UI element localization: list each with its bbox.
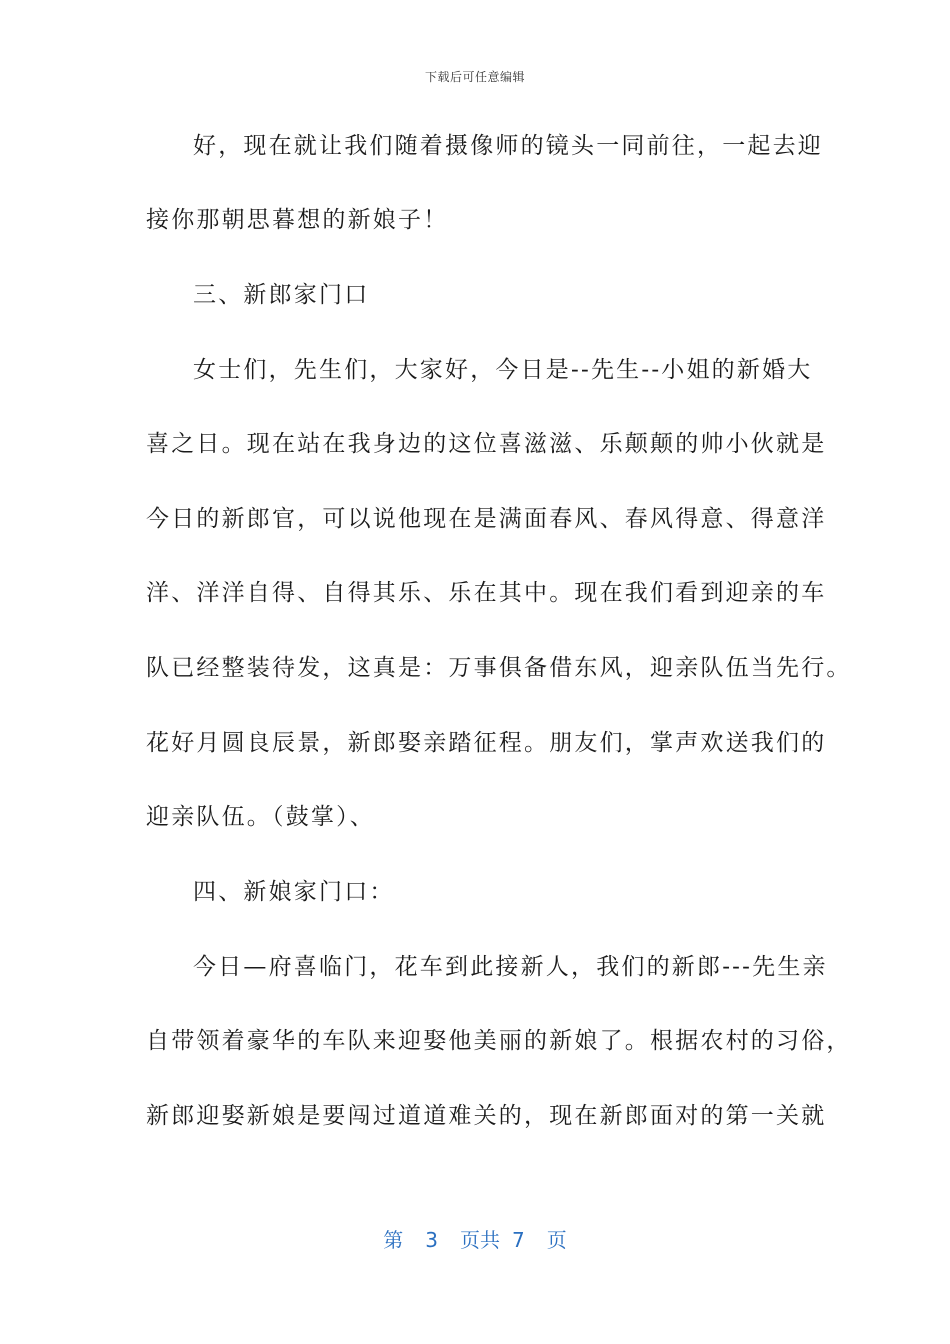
paragraph-line: 自带领着豪华的车队来迎娶他美丽的新娘了。根据农村的习俗， bbox=[146, 1028, 852, 1054]
paragraph-line: 迎亲队伍。（鼓掌）、 bbox=[146, 804, 375, 830]
paragraph-line: 新郎迎娶新娘是要闯过道道难关的，现在新郎面对的第一关就 bbox=[146, 1103, 827, 1129]
section-heading: 三、新郎家门口 bbox=[193, 282, 370, 308]
paragraph-line: 洋、洋洋自得、自得其乐、乐在其中。现在我们看到迎亲的车 bbox=[146, 580, 827, 606]
paragraph-line: 今日的新郎官，可以说他现在是满面春风、春风得意、得意洋 bbox=[146, 506, 827, 532]
page-label-prefix: 第 bbox=[383, 1228, 404, 1252]
paragraph-line: 队已经整装待发，这真是：万事俱备借东风，迎亲队伍当先行。 bbox=[146, 655, 852, 681]
paragraph-line: 今日—府喜临门，花车到此接新人，我们的新郎---先生亲 bbox=[193, 954, 828, 980]
paragraph-line: 接你那朝思暮想的新娘子！ bbox=[146, 207, 449, 233]
paragraph-line: 花好月圆良辰景，新郎娶亲踏征程。朋友们，掌声欢送我们的 bbox=[146, 730, 827, 756]
paragraph-line: 好，现在就让我们随着摄像师的镜头一同前往，一起去迎 bbox=[193, 133, 823, 159]
section-heading: 四、新娘家门口： bbox=[193, 879, 395, 905]
page-label-mid: 页共 bbox=[460, 1228, 500, 1252]
page-label-suffix: 页 bbox=[546, 1228, 567, 1252]
paragraph-line: 喜之日。现在站在我身边的这位喜滋滋、乐颠颠的帅小伙就是 bbox=[146, 431, 827, 457]
current-page-number: 3 bbox=[425, 1228, 438, 1252]
paragraph-line: 女士们，先生们，大家好，今日是--先生--小姐的新婚大 bbox=[193, 357, 813, 383]
header-note: 下载后可任意编辑 bbox=[424, 70, 525, 84]
page-footer bbox=[0, 1224, 950, 1253]
total-pages-number: 7 bbox=[512, 1228, 525, 1252]
